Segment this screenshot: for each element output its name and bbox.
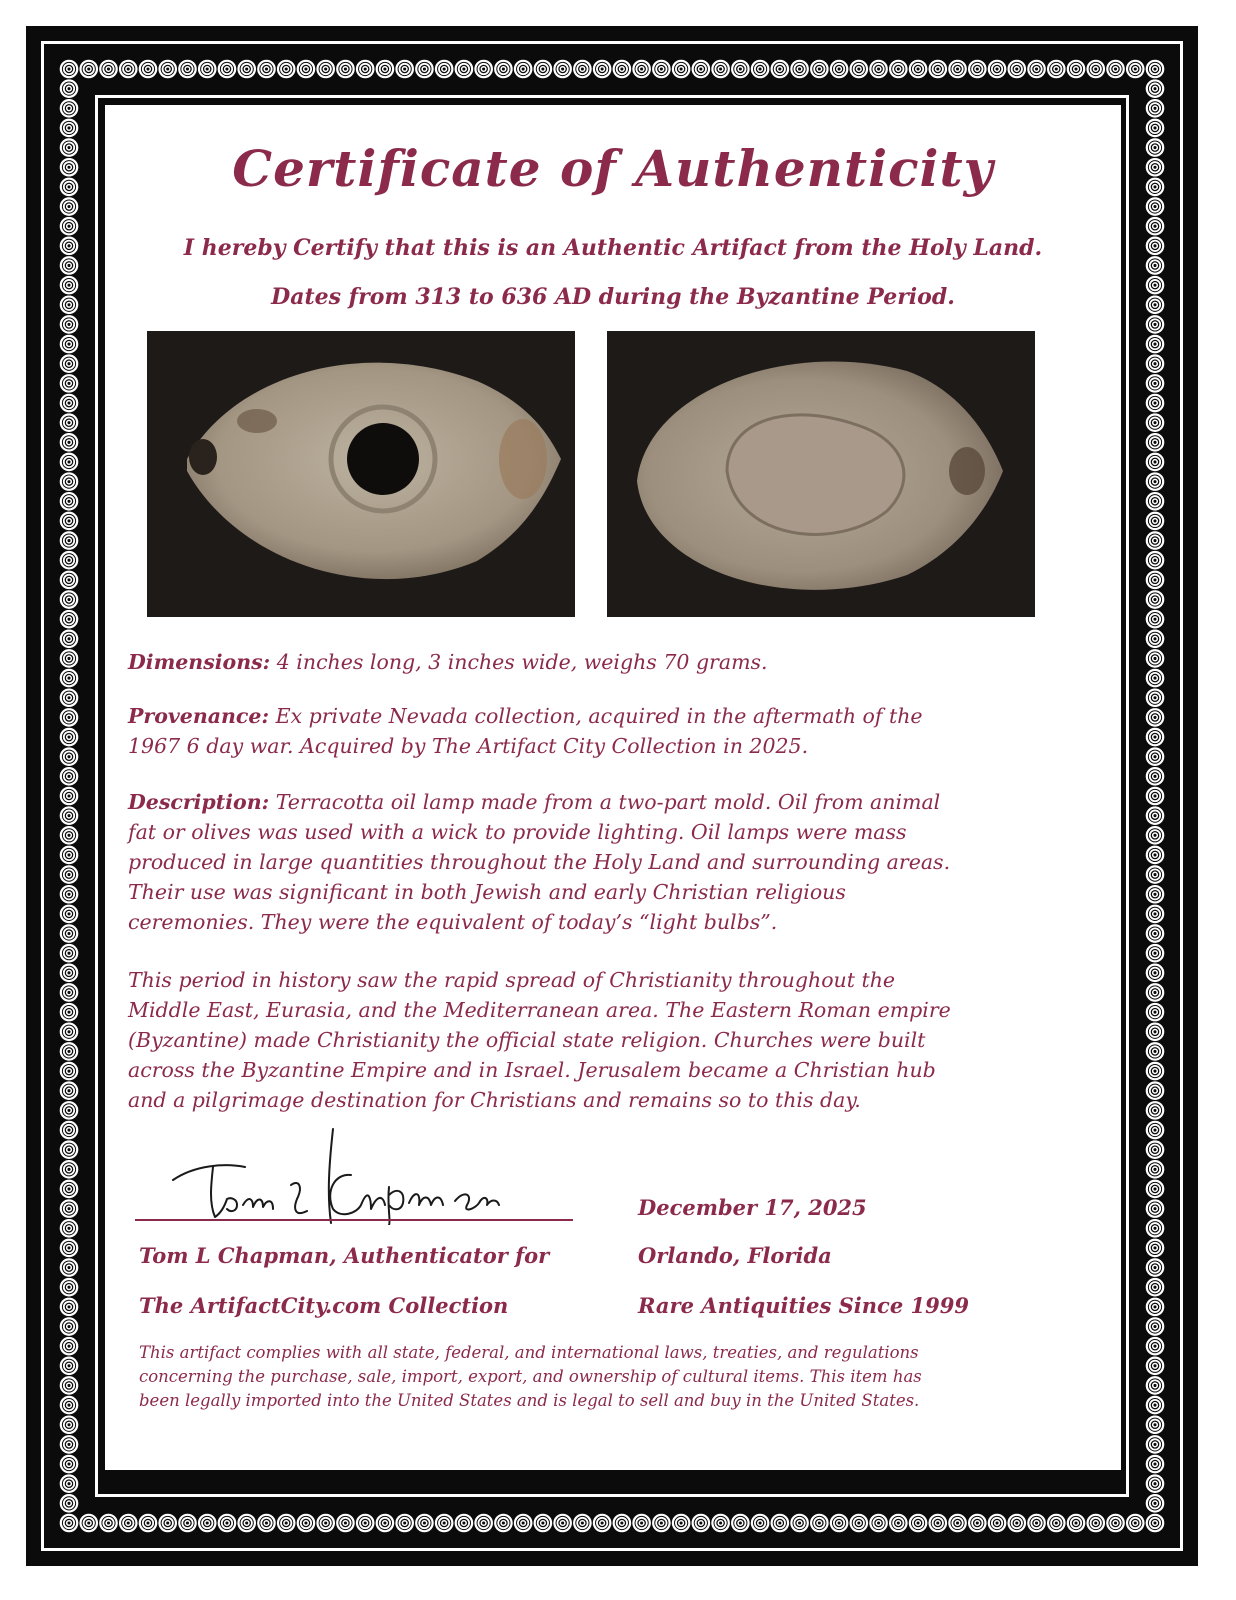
ring-ornament <box>495 1515 511 1531</box>
ring-ornament <box>851 61 867 77</box>
ring-ornament <box>61 1515 77 1531</box>
ring-ornament <box>475 1515 491 1531</box>
ring-ornament <box>1147 749 1163 765</box>
ring-ornament <box>1048 1515 1064 1531</box>
ring-ornament <box>61 788 77 804</box>
ring-ornament <box>61 965 77 981</box>
ring-ornament <box>61 532 77 548</box>
ring-ornament <box>535 1515 551 1531</box>
ring-ornament <box>1147 709 1163 725</box>
ring-ornament <box>456 1515 472 1531</box>
ring-ornament <box>890 1515 906 1531</box>
ring-ornament <box>1088 1515 1104 1531</box>
ring-ornament <box>1147 1063 1163 1079</box>
ring-ornament <box>120 61 136 77</box>
ring-ornament <box>61 61 77 77</box>
ring-ornament <box>732 61 748 77</box>
ring-ornament <box>61 375 77 391</box>
ring-ornament <box>61 611 77 627</box>
ring-ornament <box>61 1220 77 1236</box>
dimensions-section <box>128 647 1028 677</box>
ring-ornament <box>61 159 77 175</box>
ring-ornament <box>811 61 827 77</box>
ring-ornament <box>61 650 77 666</box>
ring-ornament <box>416 1515 432 1531</box>
ring-ornament <box>1147 375 1163 391</box>
ring-ornament <box>357 1515 373 1531</box>
ring-ornament <box>1147 120 1163 136</box>
ring-ornament <box>574 1515 590 1531</box>
ring-ornament <box>495 61 511 77</box>
ring-ornament <box>1127 61 1143 77</box>
ring-ornament <box>1147 513 1163 529</box>
ring-ornament <box>1048 61 1064 77</box>
description-line: ceremonies. They were the equivalent of today’s “light bulbs”. <box>128 910 778 934</box>
ring-ornament <box>1147 80 1163 96</box>
ring-ornament <box>949 1515 965 1531</box>
ring-ornament <box>1147 1436 1163 1452</box>
ring-ornament <box>1107 61 1123 77</box>
history-line: Middle East, Eurasia, and the Mediterranean area. The Eastern Roman empire <box>128 998 951 1022</box>
ring-ornament <box>1147 179 1163 195</box>
description-line: fat or olives was used with a wick to provide lighting. Oil lamps were mass <box>128 820 907 844</box>
ring-ornament <box>436 61 452 77</box>
ring-ornament <box>1127 1515 1143 1531</box>
ring-ornament <box>1068 61 1084 77</box>
provenance-line: 1967 6 day war. Acquired by The Artifact City Collection in 2025. <box>128 734 809 758</box>
ring-ornament <box>1009 1515 1025 1531</box>
ring-ornament <box>140 1515 156 1531</box>
ring-ornament <box>377 1515 393 1531</box>
ring-ornament <box>81 1515 97 1531</box>
ring-ornament <box>61 709 77 725</box>
ring-ornament <box>61 591 77 607</box>
ring-ornament <box>949 61 965 77</box>
ring-ornament <box>199 1515 215 1531</box>
ring-ornament <box>1147 1377 1163 1393</box>
ring-ornament <box>1147 297 1163 313</box>
ring-ornament <box>61 906 77 922</box>
ring-ornament <box>1147 356 1163 372</box>
dimensions-text: 4 inches long, 3 inches wide, weighs 70 grams. <box>276 650 768 674</box>
ring-ornament <box>61 336 77 352</box>
ring-ornament <box>1147 945 1163 961</box>
ring-ornament <box>1147 591 1163 607</box>
provenance-section <box>128 701 1028 761</box>
ring-ornament <box>377 61 393 77</box>
ring-ornament <box>1147 1299 1163 1315</box>
ring-ornament <box>61 179 77 195</box>
certificate-body <box>105 105 1121 1470</box>
ring-ornament <box>475 61 491 77</box>
ring-ornament <box>61 1417 77 1433</box>
ring-ornament <box>61 1436 77 1452</box>
ring-ornament <box>673 1515 689 1531</box>
ring-ornament <box>61 866 77 882</box>
ring-ornament <box>1147 1456 1163 1472</box>
ring-ornament <box>811 1515 827 1531</box>
ring-ornament <box>61 631 77 647</box>
ring-ornament <box>574 61 590 77</box>
ring-ornament <box>61 1495 77 1511</box>
ring-ornament <box>1147 552 1163 568</box>
ring-ornament <box>1147 198 1163 214</box>
ring-ornament <box>61 1279 77 1295</box>
handwritten-signature <box>165 1125 585 1225</box>
ring-ornament <box>61 1083 77 1099</box>
signature-line <box>135 1219 573 1221</box>
ring-ornament <box>1147 1043 1163 1059</box>
ring-ornament <box>515 61 531 77</box>
ring-ornament <box>219 61 235 77</box>
ring-ornament <box>535 61 551 77</box>
ring-ornament <box>870 61 886 77</box>
ring-ornament <box>791 61 807 77</box>
ring-ornament <box>831 1515 847 1531</box>
ring-ornament <box>1147 1181 1163 1197</box>
ring-ornament <box>1147 1338 1163 1354</box>
ring-ornament <box>120 1515 136 1531</box>
ring-ornament <box>653 1515 669 1531</box>
ring-ornament <box>1147 1358 1163 1374</box>
ring-ornament <box>989 1515 1005 1531</box>
ring-ornament <box>1147 434 1163 450</box>
legal-line: This artifact complies with all state, federal, and international laws, treaties, and regulations <box>139 1343 919 1362</box>
ring-ornament <box>1147 729 1163 745</box>
ring-ornament <box>61 120 77 136</box>
ring-ornament <box>61 1338 77 1354</box>
ring-ornament <box>61 925 77 941</box>
ring-ornament <box>337 61 353 77</box>
ring-ornament <box>61 984 77 1000</box>
ring-ornament <box>554 1515 570 1531</box>
ring-ornament <box>870 1515 886 1531</box>
history-line: and a pilgrimage destination for Christians and remains so to this day. <box>128 1088 861 1112</box>
ring-ornament <box>61 1358 77 1374</box>
oil-lamp-bottom-photo <box>607 331 1035 617</box>
ring-ornament <box>61 670 77 686</box>
ring-ornament <box>1147 100 1163 116</box>
ring-ornament <box>416 61 432 77</box>
ring-ornament <box>614 61 630 77</box>
ring-ornament <box>1028 1515 1044 1531</box>
ring-ornament <box>61 1024 77 1040</box>
ring-ornament <box>653 61 669 77</box>
ring-ornament <box>673 61 689 77</box>
ring-ornament <box>1147 1083 1163 1099</box>
ring-ornament <box>160 1515 176 1531</box>
ring-ornament <box>1147 1495 1163 1511</box>
ring-ornament <box>732 1515 748 1531</box>
ring-ornament <box>100 1515 116 1531</box>
ring-ornament <box>61 768 77 784</box>
ring-ornament <box>1147 1240 1163 1256</box>
ring-ornament <box>1147 925 1163 941</box>
ring-ornament <box>61 356 77 372</box>
ring-ornament <box>1147 631 1163 647</box>
ring-ornament <box>1147 159 1163 175</box>
ring-ornament <box>298 1515 314 1531</box>
ring-ornament <box>1088 61 1104 77</box>
ring-ornament <box>633 1515 649 1531</box>
ring-ornament <box>179 1515 195 1531</box>
ring-ornament <box>1147 1200 1163 1216</box>
ring-ornament <box>436 1515 452 1531</box>
description-label: Description: <box>128 790 270 814</box>
ring-ornament <box>61 493 77 509</box>
ring-ornament <box>61 1181 77 1197</box>
company-tagline: Rare Antiquities Since 1999 <box>638 1293 969 1318</box>
history-section <box>128 965 1028 1115</box>
ring-ornament <box>61 729 77 745</box>
ring-ornament <box>61 749 77 765</box>
ring-ornament <box>61 1318 77 1334</box>
ring-ornament <box>61 1240 77 1256</box>
ring-ornament <box>890 61 906 77</box>
ring-ornament <box>772 1515 788 1531</box>
ring-ornament <box>61 1102 77 1118</box>
ring-ornament <box>317 1515 333 1531</box>
ring-ornament <box>61 1456 77 1472</box>
ring-ornament <box>199 61 215 77</box>
ring-ornament <box>61 1476 77 1492</box>
ring-ornament <box>712 61 728 77</box>
ring-ornament <box>179 61 195 77</box>
ring-ornament <box>1147 788 1163 804</box>
ring-ornament <box>1068 1515 1084 1531</box>
ring-ornament <box>1147 768 1163 784</box>
legal-line: concerning the purchase, sale, import, export, and ownership of cultural items. This item has <box>139 1367 922 1386</box>
authenticator-name: Tom L Chapman, Authenticator for <box>139 1243 550 1268</box>
ring-ornament <box>61 886 77 902</box>
ring-ornament <box>712 1515 728 1531</box>
ring-ornament <box>851 1515 867 1531</box>
ring-ornament <box>61 1141 77 1157</box>
ring-ornament <box>1147 847 1163 863</box>
ring-ornament <box>61 1043 77 1059</box>
ring-ornament <box>61 80 77 96</box>
ring-ornament <box>61 100 77 116</box>
ring-ornament <box>337 1515 353 1531</box>
history-line: This period in history saw the rapid spread of Christianity throughout the <box>128 968 896 992</box>
ring-ornament <box>1147 277 1163 293</box>
ring-ornament <box>61 572 77 588</box>
ring-ornament <box>1147 414 1163 430</box>
description-line: Their use was significant in both Jewish and early Christian religious <box>128 880 846 904</box>
ring-ornament <box>61 297 77 313</box>
ring-ornament <box>1147 1220 1163 1236</box>
ring-ornament <box>61 945 77 961</box>
ring-ornament <box>61 218 77 234</box>
ring-ornament <box>1147 257 1163 273</box>
legal-notice <box>139 1341 1079 1413</box>
ring-ornament <box>1028 61 1044 77</box>
ring-ornament <box>1147 336 1163 352</box>
ring-ornament <box>1147 473 1163 489</box>
ring-ornament <box>1147 238 1163 254</box>
ring-ornament <box>1147 1161 1163 1177</box>
ring-ornament <box>989 61 1005 77</box>
ring-ornament <box>456 61 472 77</box>
ring-ornament <box>61 454 77 470</box>
ring-ornament <box>317 61 333 77</box>
ring-ornament <box>61 807 77 823</box>
ring-ornament <box>61 257 77 273</box>
ring-ornament <box>81 61 97 77</box>
certify-statement: I hereby Certify that this is an Authentic Artifact from the Holy Land. <box>183 235 1043 261</box>
ring-ornament <box>1147 611 1163 627</box>
ring-ornament <box>61 1122 77 1138</box>
ring-ornament <box>278 1515 294 1531</box>
history-line: across the Byzantine Empire and in Israel. Jerusalem became a Christian hub <box>128 1058 936 1082</box>
ring-ornament <box>1147 866 1163 882</box>
ring-ornament <box>614 1515 630 1531</box>
ring-ornament <box>61 1299 77 1315</box>
ring-ornament <box>693 1515 709 1531</box>
ring-ornament <box>1147 886 1163 902</box>
ring-ornament <box>1147 1004 1163 1020</box>
ring-ornament <box>693 61 709 77</box>
ring-ornament <box>752 61 768 77</box>
ring-ornament <box>969 61 985 77</box>
ring-ornament <box>1147 1476 1163 1492</box>
ring-ornament <box>1147 965 1163 981</box>
ring-ornament <box>278 61 294 77</box>
ring-ornament <box>61 552 77 568</box>
ring-ornament <box>831 61 847 77</box>
ring-ornament <box>594 1515 610 1531</box>
ring-ornament <box>1147 532 1163 548</box>
ring-ornament <box>396 1515 412 1531</box>
ring-ornament <box>1147 807 1163 823</box>
ring-ornament <box>61 847 77 863</box>
ring-ornament <box>61 198 77 214</box>
ring-ornament <box>61 473 77 489</box>
ring-ornament <box>1147 1279 1163 1295</box>
certificate-title: Certificate of Authenticity <box>232 139 994 198</box>
ring-ornament <box>1147 454 1163 470</box>
ring-ornament <box>1147 984 1163 1000</box>
dimensions-label: Dimensions: <box>128 650 271 674</box>
ring-ornament <box>1147 1122 1163 1138</box>
ring-ornament <box>1147 650 1163 666</box>
ring-ornament <box>298 61 314 77</box>
ring-ornament <box>258 61 274 77</box>
ring-ornament <box>1147 316 1163 332</box>
ring-ornament <box>61 316 77 332</box>
collection-name: The ArtifactCity.com Collection <box>139 1293 509 1318</box>
certificate-location: Orlando, Florida <box>638 1243 832 1268</box>
ring-ornament <box>258 1515 274 1531</box>
period-statement: Dates from 313 to 636 AD during the Byzantine Period. <box>271 284 955 310</box>
certificate-date: December 17, 2025 <box>638 1195 867 1220</box>
ring-ornament <box>1147 1141 1163 1157</box>
ring-ornament <box>61 395 77 411</box>
ring-ornament <box>1107 1515 1123 1531</box>
ring-ornament <box>61 434 77 450</box>
ring-ornament <box>1147 906 1163 922</box>
ring-ornament <box>61 277 77 293</box>
ring-ornament <box>100 61 116 77</box>
ring-ornament <box>61 1200 77 1216</box>
ring-ornament <box>515 1515 531 1531</box>
ring-ornament <box>140 61 156 77</box>
ring-ornament <box>61 827 77 843</box>
ring-ornament <box>554 61 570 77</box>
legal-line: been legally imported into the United States and is legal to sell and buy in the United States. <box>139 1391 920 1410</box>
ring-ornament <box>61 1377 77 1393</box>
ring-ornament <box>1147 218 1163 234</box>
ring-ornament <box>594 61 610 77</box>
ring-ornament <box>772 61 788 77</box>
ring-ornament <box>1147 1515 1163 1531</box>
ring-ornament <box>1147 1417 1163 1433</box>
ring-ornament <box>1147 1102 1163 1118</box>
ring-ornament <box>1147 395 1163 411</box>
ring-ornament <box>910 61 926 77</box>
ring-ornament <box>61 1397 77 1413</box>
description-line: produced in large quantities throughout the Holy Land and surrounding areas. <box>128 850 951 874</box>
ring-ornament <box>1147 572 1163 588</box>
ring-ornament <box>61 139 77 155</box>
provenance-line: Ex private Nevada collection, acquired in the aftermath of the <box>275 704 923 728</box>
ring-ornament <box>61 513 77 529</box>
ring-ornament <box>1147 139 1163 155</box>
ring-ornament <box>219 1515 235 1531</box>
ring-ornament <box>239 1515 255 1531</box>
ring-ornament <box>752 1515 768 1531</box>
ring-ornament <box>1147 1259 1163 1275</box>
ring-ornament <box>1147 670 1163 686</box>
ring-ornament <box>61 1161 77 1177</box>
ring-ornament <box>1009 61 1025 77</box>
provenance-label: Provenance: <box>128 704 270 728</box>
ring-ornament <box>633 61 649 77</box>
history-line: (Byzantine) made Christianity the official state religion. Churches were built <box>128 1028 926 1052</box>
ring-ornament <box>160 61 176 77</box>
ring-ornament <box>61 690 77 706</box>
ring-ornament <box>910 1515 926 1531</box>
ring-ornament <box>1147 827 1163 843</box>
ring-ornament <box>1147 1024 1163 1040</box>
ring-ornament <box>61 1004 77 1020</box>
ring-ornament <box>239 61 255 77</box>
ring-ornament <box>791 1515 807 1531</box>
ring-ornament <box>61 238 77 254</box>
ring-ornament <box>930 1515 946 1531</box>
ring-ornament <box>1147 1397 1163 1413</box>
ring-ornament <box>930 61 946 77</box>
description-section <box>128 787 1028 937</box>
ring-ornament <box>1147 493 1163 509</box>
ring-ornament <box>396 61 412 77</box>
ring-ornament <box>1147 1318 1163 1334</box>
description-line: Terracotta oil lamp made from a two-part mold. Oil from animal <box>275 790 941 814</box>
ring-ornament <box>969 1515 985 1531</box>
ring-ornament <box>61 414 77 430</box>
ring-ornament <box>1147 61 1163 77</box>
oil-lamp-top-photo <box>147 331 575 617</box>
ring-ornament <box>61 1259 77 1275</box>
ring-ornament <box>61 1063 77 1079</box>
ring-ornament <box>1147 690 1163 706</box>
ring-ornament <box>357 61 373 77</box>
